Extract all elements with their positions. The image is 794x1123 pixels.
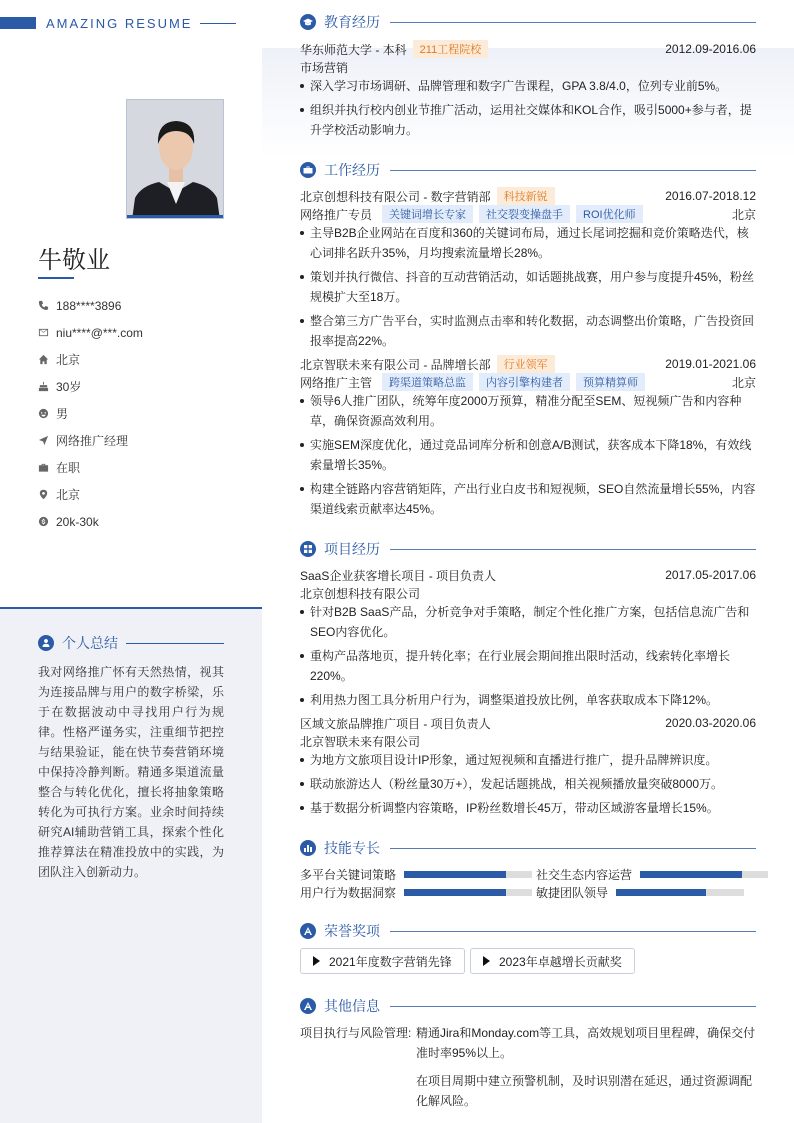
graduation-cap-icon [300,14,316,30]
other-title-rule [390,1006,756,1007]
job-role: 网络推广专员 [300,207,373,222]
contact-city-text: 北京 [56,353,81,367]
skills-title: 技能专长 [324,840,380,856]
project-name: SaaS企业获客增长项目 - 项目负责人 [300,568,497,583]
contact-city [38,346,238,373]
summary-section-header [38,633,224,653]
project-bullet: 重构产品落地页，提升转化率；在行业展会期间推出限时活动，线索转化率增长220%。 [300,646,756,686]
summary-text: 我对网络推广怀有天然热情，视其为连接品牌与用户的数字桥梁，乐于在数据波动中寻找用户行为规律。性格严谨务实，注重细节把控与结果验证，能在快节奏营销环境中保持冷静判断。精通多渠道流量整合与转化优化，擅长将抽象策略转化为可执行方案。业余时间持续研究AI辅助营销工具，探索个性化推荐算法在精准投放中的实践，为团队注入创新动力。 [38,665,224,879]
job-skill-tag: 预算精算师 [576,373,645,391]
job-bullet: 主导B2B企业网站在百度和360的关键词布局，通过长尾词挖掘和竞价策略迭代，核心词排名跃升35%，月均搜索流量增长28%。 [300,223,756,263]
project-name: 区域文旅品牌推广项目 - 项目负责人 [300,716,491,731]
skill-bar-fill [640,871,742,878]
job-date: 2019.01-2021.06 [665,357,756,371]
job-role-row [300,205,756,223]
job-role: 网络推广主管 [300,375,373,390]
contact-salary [38,508,238,535]
education-section-header [300,12,756,32]
contact-status [38,454,238,481]
project-bullet: 联动旅游达人（粉丝量30万+），发起话题挑战，相关视频播放量突破8000万。 [300,774,756,794]
brand-bar [0,17,36,29]
contact-phone-text: 188****3896 [56,298,122,313]
candidate-name: 牛敬业 [38,247,110,274]
education-title: 教育经历 [324,14,380,30]
skill-bar [616,889,744,896]
contact-location [38,481,238,508]
info-icon [300,998,316,1014]
user-icon [38,635,54,651]
education-major-row [300,58,756,76]
job-bullet: 整合第三方广告平台，实时监测点击率和转化数据，动态调整出价策略，广告投资回报率提高22%。 [300,311,756,351]
job-company: 北京智联未来有限公司 - 品牌增长部 [300,357,491,372]
brand-rule [200,23,236,24]
other-paragraph: 在项目周期中建立预警机制，及时识别潜在延迟，通过资源调配化解风险。 [416,1074,753,1108]
job-skill-tag: ROI优化师 [576,205,643,223]
project-bullet: 利用热力图工具分析用户行为，调整渠道投放比例，单客获取成本下降12%。 [300,690,756,710]
education-bullet: 组织并执行校内创业节推广活动，运用社交媒体和KOL合作，吸引5000+参与者，提升学校活动影响力。 [300,100,756,140]
briefcase-icon [300,162,316,178]
play-triangle-icon [313,956,320,966]
person-photo-icon [127,100,224,219]
contact-salary-text: 20k-30k [56,514,99,529]
skill-item [300,865,532,883]
job-tag: 科技新锐 [497,187,555,205]
contact-age-text: 30岁 [56,380,82,394]
send-icon [38,435,49,446]
sidebar [0,0,262,1123]
skill-name: 用户行为数据洞察 [300,885,397,900]
other-paragraph: 精通Jira和Monday.com等工具，高效规划项目里程碑，确保交付准时率95%以上。 [416,1026,756,1060]
contact-position [38,427,238,454]
brand-text: AMAZING RESUME [46,15,193,31]
contact-age [38,373,238,400]
project-bullet: 为地方文旅项目设计IP形象，通过短视频和直播进行推广，提升品牌辨识度。 [300,750,756,770]
other-section-header [300,996,756,1016]
skill-bar [404,871,532,878]
grid-icon [300,541,316,557]
job-skill-tag: 社交裂变操盘手 [479,205,570,223]
sidebar-divider [0,607,262,609]
contact-gender-text: 男 [56,407,69,421]
awards-title-rule [390,931,756,932]
photo-accent-bar [127,215,223,218]
bar-chart-icon [300,840,316,856]
education-date: 2012.09-2016.06 [665,42,756,56]
job-city: 北京 [731,375,756,390]
projects-section-header [300,539,756,559]
skill-bar [404,889,532,896]
education-header-row [300,40,756,58]
name-underline [38,277,74,279]
job-skill-tag: 关键词增长专家 [382,205,473,223]
contact-list [38,292,238,535]
job-skill-tag: 内容引擎构建者 [479,373,570,391]
skill-bar-fill [616,889,706,896]
work-title: 工作经历 [324,162,380,178]
education-major: 市场营销 [300,60,349,75]
briefcase-icon [38,462,49,473]
education-school: 华东师范大学 - 本科 [300,42,407,57]
project-date: 2017.05-2017.06 [665,568,756,582]
brand-header [0,14,236,32]
award-text: 2023年卓越增长贡献奖 [499,954,622,969]
skill-item [536,883,744,901]
job-role-row [300,373,756,391]
face-icon [38,408,49,419]
job-company-row [300,187,756,205]
other-title: 其他信息 [324,998,380,1014]
salary-icon [38,516,49,527]
education-title-rule [390,22,756,23]
job-bullet: 构建全链路内容营销矩阵，产出行业白皮书和短视频，SEO自然流量增长55%，内容渠道线索贡献率达45%。 [300,479,756,519]
job-bullet: 策划并执行微信、抖音的互动营销活动，如话题挑战赛，用户参与度提升45%，粉丝规模扩大至18万。 [300,267,756,307]
skills-section-header [300,838,756,858]
skill-item [536,865,768,883]
award-text: 2021年度数字营销先锋 [329,954,452,969]
skills-title-rule [390,848,756,849]
project-company-row [300,732,756,750]
job-date: 2016.07-2018.12 [665,189,756,203]
project-bullet: 基于数据分析调整内容策略，IP粉丝数增长45万，带动区域游客量增长15%。 [300,798,756,818]
mail-icon [38,327,49,338]
play-triangle-icon [483,956,490,966]
phone-icon [38,300,49,311]
skill-name: 社交生态内容运营 [536,867,633,882]
award-badge [300,948,465,974]
award-badge [470,948,635,974]
medal-icon [300,923,316,939]
job-skill-tag: 跨渠道策略总监 [382,373,473,391]
skill-name: 多平台关键词策略 [300,867,397,882]
contact-phone [38,292,238,319]
job-company: 北京创想科技有限公司 - 数字营销部 [300,189,491,204]
contact-gender [38,400,238,427]
contact-location-text: 北京 [56,488,81,502]
job-city: 北京 [731,207,756,222]
job-company-row [300,355,756,373]
contact-email-text: niu****@***.com [56,325,143,340]
summary-title: 个人总结 [62,635,118,651]
contact-position-text: 网络推广经理 [56,434,129,448]
projects-title-rule [390,549,756,550]
project-name-row [300,566,756,584]
contact-status-text: 在职 [56,461,81,475]
project-date: 2020.03-2020.06 [665,716,756,730]
job-bullet: 领导6人推广团队，统筹年度2000万预算，精准分配至SEM、短视频广告和内容种草，确保资源高效利用。 [300,391,756,431]
project-bullet: 针对B2B SaaS产品，分析竞争对手策略，制定个性化推广方案，包括信息流广告和SEO内容优化。 [300,602,756,642]
location-icon [38,489,49,500]
home-icon [38,354,49,365]
project-company: 北京创想科技有限公司 [300,586,421,601]
project-name-row [300,714,756,732]
awards-title: 荣誉奖项 [324,923,380,939]
other-label: 项目执行与风险管理: [300,1026,412,1040]
work-title-rule [390,170,756,171]
skill-bar-fill [404,889,506,896]
education-tag: 211工程院校 [413,40,489,58]
education-bullet: 深入学习市场调研、品牌管理和数字广告课程，GPA 3.8/4.0，位列专业前5%。 [300,76,756,96]
project-company-row [300,584,756,602]
job-bullet: 实施SEM深度优化，通过竞品词库分析和创意A/B测试，获客成本下降18%，有效线索量增长35%。 [300,435,756,475]
summary-title-rule [126,643,224,644]
cake-icon [38,381,49,392]
skill-name: 敏捷团队领导 [536,885,609,900]
skill-bar-fill [404,871,506,878]
skill-bar [640,871,768,878]
skill-item [300,883,532,901]
projects-title: 项目经历 [324,541,380,557]
profile-photo [126,99,224,219]
awards-section-header [300,921,756,941]
contact-email [38,319,238,346]
work-section-header [300,160,756,180]
job-tag: 行业领军 [497,355,555,373]
project-company: 北京智联未来有限公司 [300,734,421,749]
